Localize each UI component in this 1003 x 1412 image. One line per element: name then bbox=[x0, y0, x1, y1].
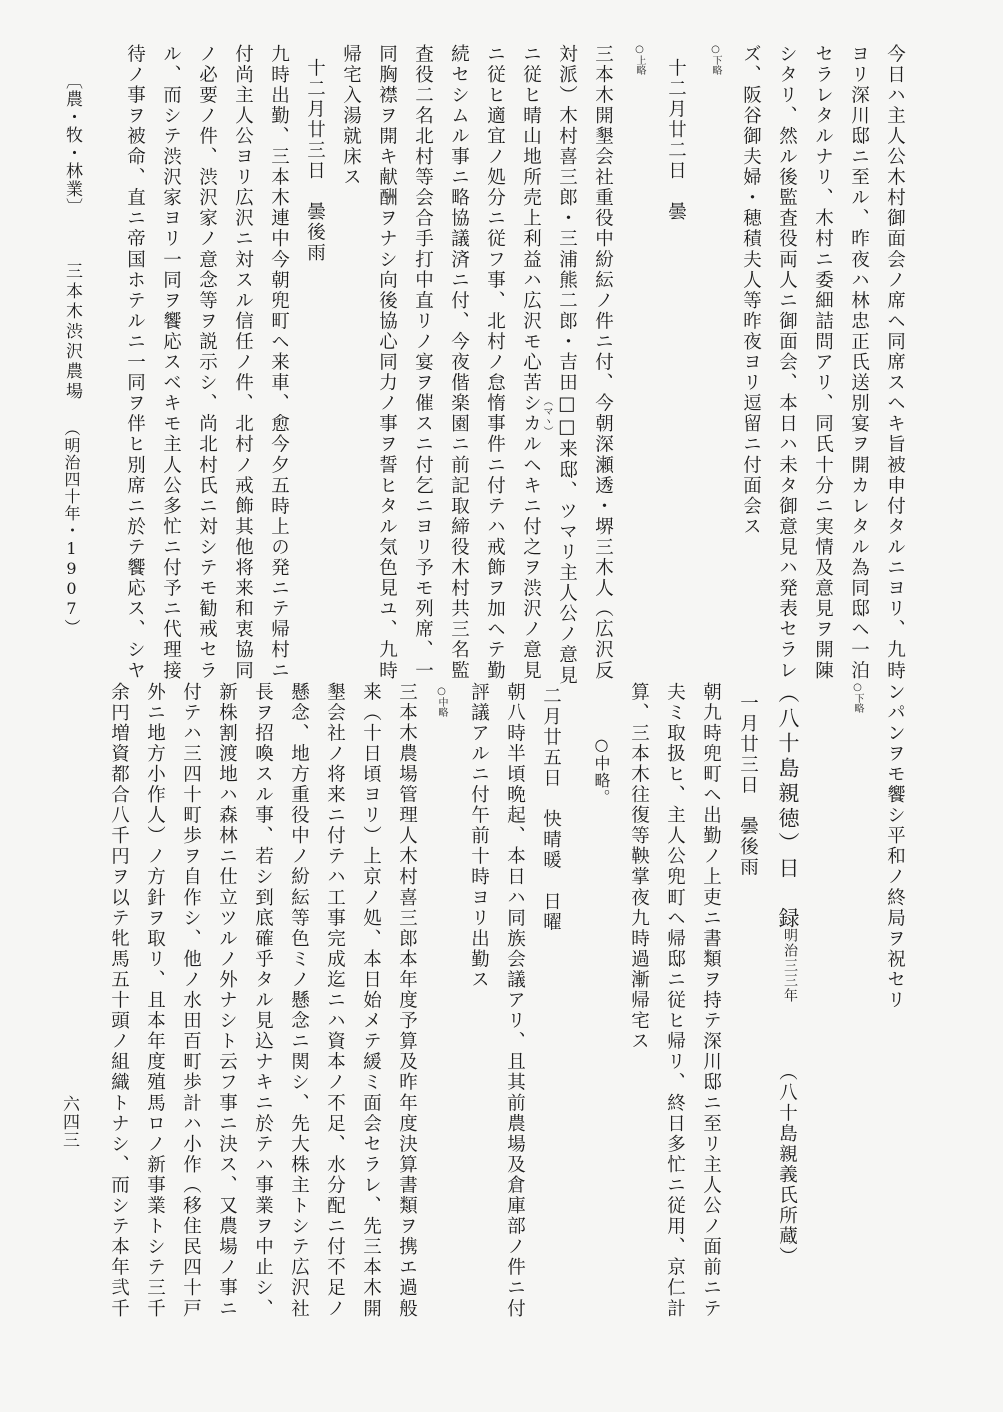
text-column: ル、而シテ渋沢家ヨリ一同ヲ饗応スベキモ主人公多忙ニ付予ニ代理接 bbox=[160, 44, 182, 682]
text-column: 来（十日頃ヨリ）上京ノ処、本日始メテ緩ミ面会セラレ、先三本木開 bbox=[360, 682, 382, 1320]
text-column: 評議アルニ付午前十時ヨリ出勤ス bbox=[468, 682, 490, 991]
text-column: ノ必要ノ件、渋沢家ノ意念等ヲ説示シ、尚北村氏ニ対シテモ勧戒セラ bbox=[196, 44, 218, 682]
text-column: 続セシムル事ニ略協議済ニ付、今夜偕楽園ニ前記取締役木村共三名監 bbox=[448, 44, 470, 682]
text-column: ンパンヲモ饗シ平和ノ終局ヲ祝セリ bbox=[884, 682, 906, 1011]
text-column: 九時出勤、三本木連中今朝兜町ヘ来車、愈今夕五時上の発ニテ帰村ニ bbox=[268, 44, 290, 682]
text-column: セラレタルナリ、木村ニ委細詰問アリ、同氏十分ニ実情及意見ヲ開陳 bbox=[812, 44, 834, 682]
running-year: （明治四十年・1907） bbox=[62, 420, 81, 636]
text-column: 付尚主人公ヨリ広沢ニ対スル信任ノ件、北村ノ戒飾其他将来和衷協同 bbox=[232, 44, 254, 682]
text-column: 朝九時兜町ヘ出勤ノ上吏ニ書類ヲ持テ深川邸ニ至リ主人公ノ面前ニテ bbox=[700, 682, 722, 1320]
text-column: 新株割渡地ハ森林ニ仕立ツルノ外ナシト云フ事ニ決ス、又農場ノ事ニ bbox=[216, 682, 238, 1320]
text-column: 同胸襟ヲ開キ献酬ヲナシ向後協心同力ノ事ヲ誓ヒタル気色見ユ、九時 bbox=[376, 44, 398, 682]
text-column: 待ノ事ヲ被命、直ニ帝国ホテルニ一同ヲ伴ヒ別席ニ於テ饗応ス、シヤ bbox=[124, 44, 146, 682]
source-date: 明治三三年 bbox=[782, 928, 798, 1003]
text-column: 墾会社ノ将来ニ付テハ工事完成迄ニハ資本ノ不足、水分配ニ付不足ノ bbox=[324, 682, 346, 1320]
omission-note: ○下略 bbox=[852, 682, 863, 713]
page-number: 六四三 bbox=[59, 1095, 79, 1149]
text-column: 外ニ地方小作人）ノ方針ヲ取リ、且本年度殖馬ロノ新事業トシテ三千 bbox=[144, 682, 166, 1320]
text-column: 対派）木村喜三郎・三浦熊二郎・吉田□□来邸、ツマリ主人公ノ意見 bbox=[556, 44, 578, 687]
omission-note: ○中略 bbox=[436, 686, 447, 717]
entry-date: 二月廿五日 快晴暖 日曜 bbox=[540, 686, 562, 933]
text-column: 帰宅入湯就床ス bbox=[340, 44, 362, 188]
text-column: 三本木農場管理人木村喜三郎本年度予算及昨年度決算書類ヲ携エ過般 bbox=[396, 682, 418, 1320]
text-column: 夫ミ取扱ヒ、主人公兜町ヘ帰邸ニ従ヒ帰リ、終日多忙ニ従用、京仁計 bbox=[664, 682, 686, 1320]
entry-date: 一月廿三日 曇後雨 bbox=[737, 693, 759, 878]
omission-note: ○下略 bbox=[710, 44, 721, 75]
running-category: 〔農・牧・林業〕 bbox=[62, 72, 82, 216]
text-column: 算、三本木往復等鞅掌夜九時過漸帰宅ス bbox=[628, 682, 650, 1052]
source-holder: （八十島親義氏所蔵） bbox=[776, 1062, 798, 1268]
text-column: ニ従ヒ適宜ノ処分ニ従フ事、北村ノ怠惰事件ニ付テハ戒飾ヲ加ヘテ勤 bbox=[484, 44, 506, 682]
entry-date: 十二月廿二日 曇 bbox=[665, 58, 687, 223]
running-section: 三本木渋沢農場 bbox=[62, 262, 82, 402]
text-column: 余円増資都合八千円ヲ以テ牝馬五十頭ノ組織トナシ、而シテ本年弐千 bbox=[108, 682, 130, 1320]
text-column: 朝八時半頃晩起、本日ハ同族会議アリ、且其前農場及倉庫部ノ件ニ付 bbox=[504, 682, 526, 1320]
text-column: 今日ハ主人公木村御面会ノ席ヘ同席スヘキ旨被申付タルニヨリ、九時 bbox=[884, 44, 906, 682]
ruby-annotation: （マヽ） bbox=[541, 396, 552, 436]
text-column: 懸念、地方重役中ノ紛紜等色ミノ懸念ニ関シ、先大株主トシテ広沢社 bbox=[288, 682, 310, 1320]
source-title: （八十島親徳）日 録 bbox=[776, 682, 800, 932]
text-column: 長ヲ招喚スル事、若シ到底確乎タル見込ナキニ於テハ事業ヲ中止シ、 bbox=[252, 682, 274, 1320]
text-column: ヨリ深川邸ニ至ル、昨夜ハ林忠正氏送別宴ヲ開カレタル為同邸ヘ一泊 bbox=[848, 44, 870, 682]
text-column: ニ従ヒ晴山地所売上利益ハ広沢モ心苦シカルヘキニ付之ヲ渋沢ノ意見 bbox=[520, 44, 542, 682]
text-column: 三本木開墾会社重役中紛紜ノ件ニ付、今朝深瀬透・堺三木人（広沢反 bbox=[592, 44, 614, 682]
entry-date: 十二月廿三日 曇後雨 bbox=[304, 58, 326, 264]
text-column: 査役二名北村等会合手打中直リノ宴ヲ催スニ付乞ニヨリ予モ列席、一 bbox=[412, 44, 434, 682]
text-column: 付テハ三四十町歩ヲ自作シ、他ノ水田百町歩計ハ小作（移住民四十戸 bbox=[180, 682, 202, 1320]
omission-note: ○上略 bbox=[634, 44, 645, 75]
text-column: シタリ、然ル後監査役両人ニ御面会、本日ハ未タ御意見ハ発表セラレ bbox=[776, 44, 798, 682]
omission-note: ○中略。 bbox=[592, 735, 611, 806]
text-column: ズ、阪谷御夫婦・穂積夫人等昨夜ヨリ逗留ニ付面会ス bbox=[740, 44, 762, 538]
